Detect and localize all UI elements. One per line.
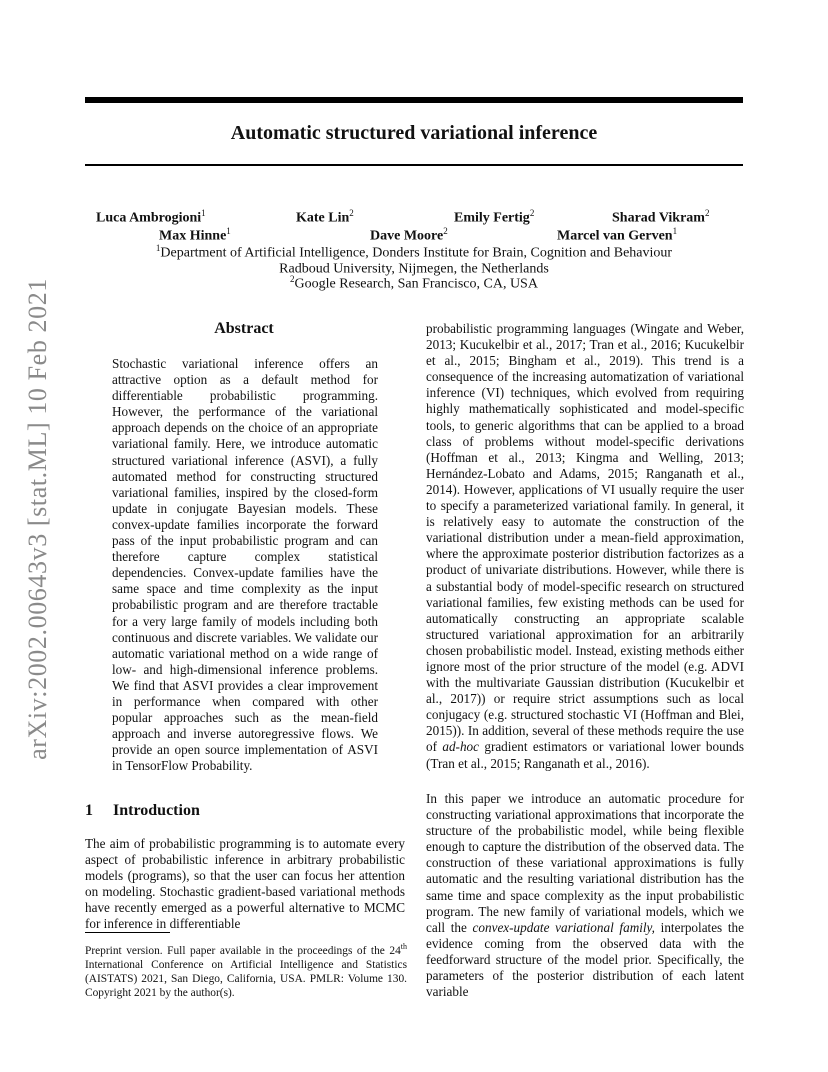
affiliation: Radboud University, Nijmegen, the Netherlands bbox=[279, 261, 549, 277]
author: Luca Ambrogioni$^1$ bbox=[96, 208, 206, 226]
author: Max Hinne$^1$ bbox=[159, 226, 231, 244]
intro-paragraph-2: In this paper we introduce an automatic procedure for constructing variational approximations that incorporate the structure of the probabilistic model, while being flexible enough to capture the distribution of the observed data. The construction of these variational approximations is fully automatic and the resulting variational distribution has the same time and space complexity as the input probabilistic program. The new family of variational models, which we call the convex-update variational family, interpolates the evidence coming from the observed data with the feedforward structure of the model prior. Specifically, the parameters of the posterior distribution of each latent variable bbox=[426, 791, 744, 1000]
title-bottom-rule bbox=[85, 164, 743, 166]
author: Sharad Vikram$^2$ bbox=[612, 208, 710, 226]
paper-title: Automatic structured variational inference bbox=[230, 122, 598, 144]
abstract-text: Stochastic variational inference offers an attractive option as a default method for differentiable probabilistic programming. However, the performance of the variational approach depends on the choice of an appropriate variational family. Here, we introduce automatic structured variational inference (ASVI), a fully automated method for constructing structured variational families, inspired by the closed-form update in conjugate Bayesian models. These convex-update families incorporate the forward pass of the input probabilistic program and can therefore capture complex statistical dependencies. Convex-update families have the same space and time complexity as the input probabilistic program and are therefore tractable for a very large family of models including both continuous and discrete variables. We validate our automatic variational method on a wide range of low- and high-dimensional inference problems. We find that ASVI provides a clear improvement in performance when compared with other popular approaches such as the mean-field approach and inverse autoregressive flows. We provide an open source implementation of ASVI in TensorFlow Probability. bbox=[112, 356, 378, 774]
footnote: Preprint version. Full paper available in the proceedings of the 24th International Conference on Artificial Intelligence and Statistics (AISTATS) 2021, San Diego, California, USA. PMLR: Volume 130. Copyright 2021 by the author(s). bbox=[85, 942, 407, 1000]
intro-paragraph: The aim of probabilistic programming is to automate every aspect of probabilistic inference in arbitrary probabilistic models (programs), so that the user can focus her attention on modeling. Stochastic gradient-based variational methods have recently emerged as a powerful alternative to MCMC for inference in differentiable bbox=[85, 836, 405, 932]
intro-paragraph-continued: probabilistic programming languages (Wingate and Weber, 2013; Kucukelbir et al., 2017; Tran et al., 2016; Kucukelbir et al., 2015; Bingham et al., 2019). This trend is a consequence of the increasing automatization of variational inference (VI) techniques, which evolved from requiring highly mathematically sophisticated and model-specific tools, to generic algorithms that can be applied to a broad class of problems without model-specific derivations (Hoffman et al., 2013; Kingma and Welling, 2013; Hernández-Lobato and Adams, 2015; Ranganath et al., 2014). However, applications of VI usually require the user to specify a parameterized variational family. In general, it is relatively easy to automate the construction of the variational distribution under a mean-field approximation, where the approximate posterior distribution factorizes as a product of univariate distributions. However, while there is a substantial body of model-specific research on structured variational families, few existing methods can be used for automatically constructing an appropriate scalable structured variational approximation for an arbitrarily chosen probabilistic model. Instead, existing methods either ignore most of the prior structure of the model (e.g. ADVI with the multivariate Gaussian distribution (Kucukelbir et al., 2017)) or require strict assumptions such as local conjugacy (e.g. structured stochastic VI (Hoffman and Blei, 2015)). In addition, several of these methods require the use of ad-hoc gradient estimators or variational lower bounds (Tran et al., 2015; Ranganath et al., 2016). bbox=[426, 321, 745, 771]
arxiv-id-text: arXiv:2002.00643v3 [stat.ML] 10 Feb 2021 bbox=[23, 278, 52, 760]
author: Emily Fertig$^2$ bbox=[454, 208, 535, 226]
arxiv-identifier[interactable] bbox=[12, 278, 64, 760]
section-heading bbox=[85, 802, 200, 820]
footnote-rule bbox=[85, 932, 170, 933]
section-title: Introduction bbox=[113, 802, 200, 819]
author: Kate Lin$^2$ bbox=[296, 208, 354, 226]
title-top-rule bbox=[85, 97, 743, 103]
author: Dave Moore$^2$ bbox=[370, 226, 448, 244]
affiliation: $^2$Google Research, San Francisco, CA, USA bbox=[290, 274, 538, 292]
abstract-heading: Abstract bbox=[214, 320, 274, 337]
section-number: 1 bbox=[85, 802, 93, 819]
affiliation: $^1$Department of Artificial Intelligence, Donders Institute for Brain, Cognition and Behaviour bbox=[155, 243, 673, 261]
author: Marcel van Gerven$^1$ bbox=[557, 226, 678, 244]
